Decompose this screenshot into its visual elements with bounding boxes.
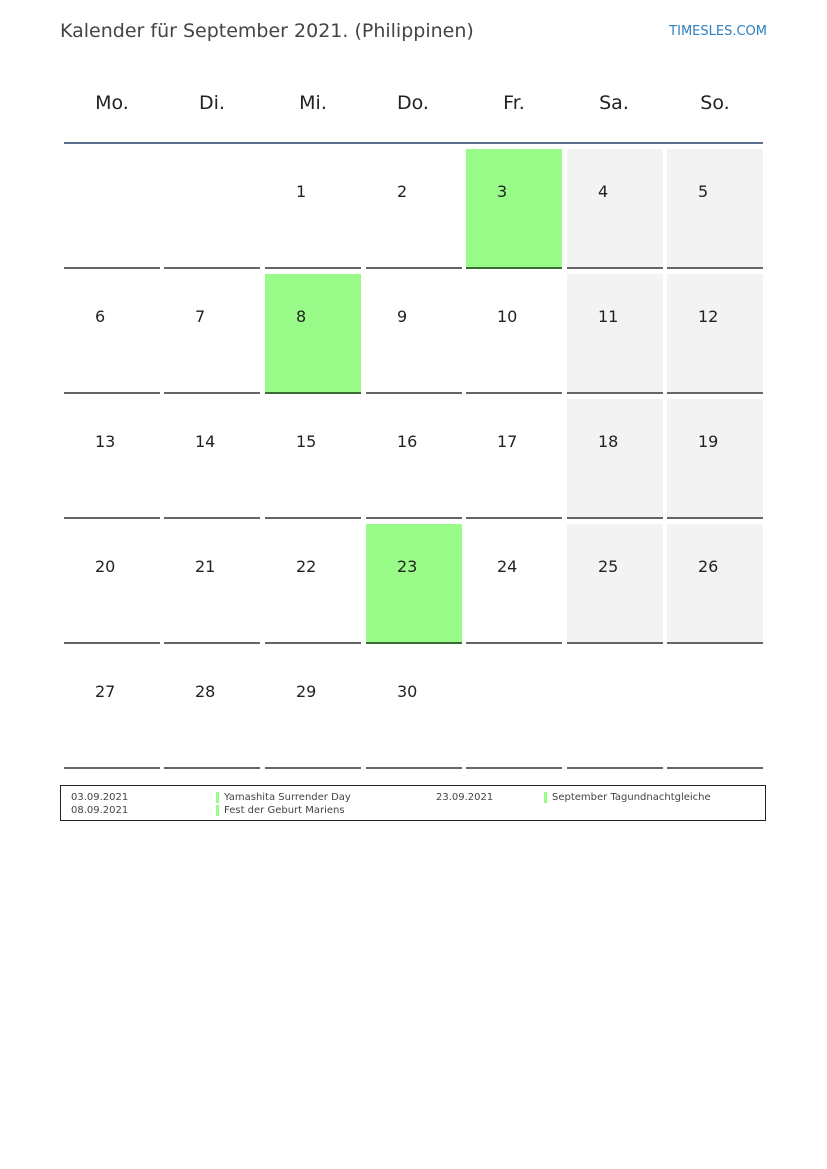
day-number: 9	[397, 307, 408, 326]
holiday-legend	[60, 785, 766, 821]
calendar-day-cell	[567, 524, 663, 644]
calendar-day-cell	[466, 149, 562, 269]
calendar-day-cell	[265, 274, 361, 394]
calendar-day-cell	[567, 274, 663, 394]
calendar-day-cell	[366, 149, 462, 269]
calendar-day-cell	[64, 149, 160, 269]
legend-date: 03.09.2021	[71, 792, 129, 803]
day-number: 12	[698, 307, 719, 326]
legend-color-marker	[216, 792, 219, 803]
legend-date: 23.09.2021	[436, 792, 494, 803]
calendar-day-cell	[164, 524, 260, 644]
day-number: 27	[95, 682, 116, 701]
calendar-day-cell	[466, 399, 562, 519]
calendar-day-cell	[164, 399, 260, 519]
legend-color-marker	[216, 805, 219, 816]
legend-holiday-name: Yamashita Surrender Day	[224, 792, 351, 803]
legend-holiday-name: Fest der Geburt Mariens	[224, 805, 345, 816]
calendar-day-cell	[667, 399, 763, 519]
day-number: 23	[397, 557, 418, 576]
calendar-day-cell	[164, 274, 260, 394]
calendar-day-cell	[567, 649, 663, 769]
weekday-label: Di.	[199, 92, 225, 114]
day-number: 26	[698, 557, 719, 576]
day-number: 2	[397, 182, 408, 201]
day-number: 4	[598, 182, 609, 201]
day-number: 14	[195, 432, 216, 451]
calendar-day-cell	[466, 649, 562, 769]
calendar-day-cell	[64, 649, 160, 769]
calendar-day-cell	[667, 524, 763, 644]
day-number: 6	[95, 307, 106, 326]
legend-color-marker	[544, 792, 547, 803]
day-number: 29	[296, 682, 317, 701]
calendar-day-cell	[64, 399, 160, 519]
calendar-day-cell	[567, 399, 663, 519]
calendar-day-cell	[64, 524, 160, 644]
day-number: 1	[296, 182, 307, 201]
calendar-day-cell	[265, 149, 361, 269]
day-number: 22	[296, 557, 317, 576]
day-number: 15	[296, 432, 317, 451]
header-divider	[64, 142, 763, 144]
calendar-day-cell	[366, 274, 462, 394]
day-number: 25	[598, 557, 619, 576]
day-number: 5	[698, 182, 709, 201]
day-number: 30	[397, 682, 418, 701]
brand-link[interactable]: TIMESLES.COM	[669, 24, 767, 39]
calendar-day-cell	[64, 274, 160, 394]
day-number: 16	[397, 432, 418, 451]
calendar-day-cell	[265, 524, 361, 644]
weekday-label: Fr.	[503, 92, 525, 114]
day-number: 21	[195, 557, 216, 576]
day-number: 11	[598, 307, 619, 326]
weekday-label: Mo.	[95, 92, 129, 114]
calendar-day-cell	[366, 524, 462, 644]
weekday-label: Mi.	[299, 92, 327, 114]
calendar-day-cell	[466, 274, 562, 394]
day-number: 8	[296, 307, 307, 326]
calendar-day-cell	[366, 399, 462, 519]
day-number: 28	[195, 682, 216, 701]
day-number: 19	[698, 432, 719, 451]
calendar-day-cell	[667, 649, 763, 769]
weekday-label: Do.	[397, 92, 429, 114]
calendar-day-cell	[164, 649, 260, 769]
weekday-label: So.	[700, 92, 730, 114]
calendar-day-cell	[567, 149, 663, 269]
day-number: 18	[598, 432, 619, 451]
calendar-day-cell	[466, 524, 562, 644]
legend-date: 08.09.2021	[71, 805, 129, 816]
calendar-grid	[64, 80, 764, 144]
day-number: 7	[195, 307, 206, 326]
legend-holiday-name: September Tagundnachtgleiche	[552, 792, 711, 803]
day-number: 20	[95, 557, 116, 576]
calendar-day-cell	[667, 274, 763, 394]
page-title: Kalender für September 2021. (Philippinen)	[60, 20, 474, 42]
calendar-day-cell	[164, 149, 260, 269]
calendar-day-cell	[265, 649, 361, 769]
calendar-day-cell	[366, 649, 462, 769]
day-number: 17	[497, 432, 518, 451]
day-number: 24	[497, 557, 518, 576]
weekday-label: Sa.	[599, 92, 629, 114]
day-number: 3	[497, 182, 508, 201]
calendar-day-cell	[265, 399, 361, 519]
day-number: 10	[497, 307, 518, 326]
calendar-day-cell	[667, 149, 763, 269]
weekday-header-row	[64, 80, 764, 144]
day-number: 13	[95, 432, 116, 451]
